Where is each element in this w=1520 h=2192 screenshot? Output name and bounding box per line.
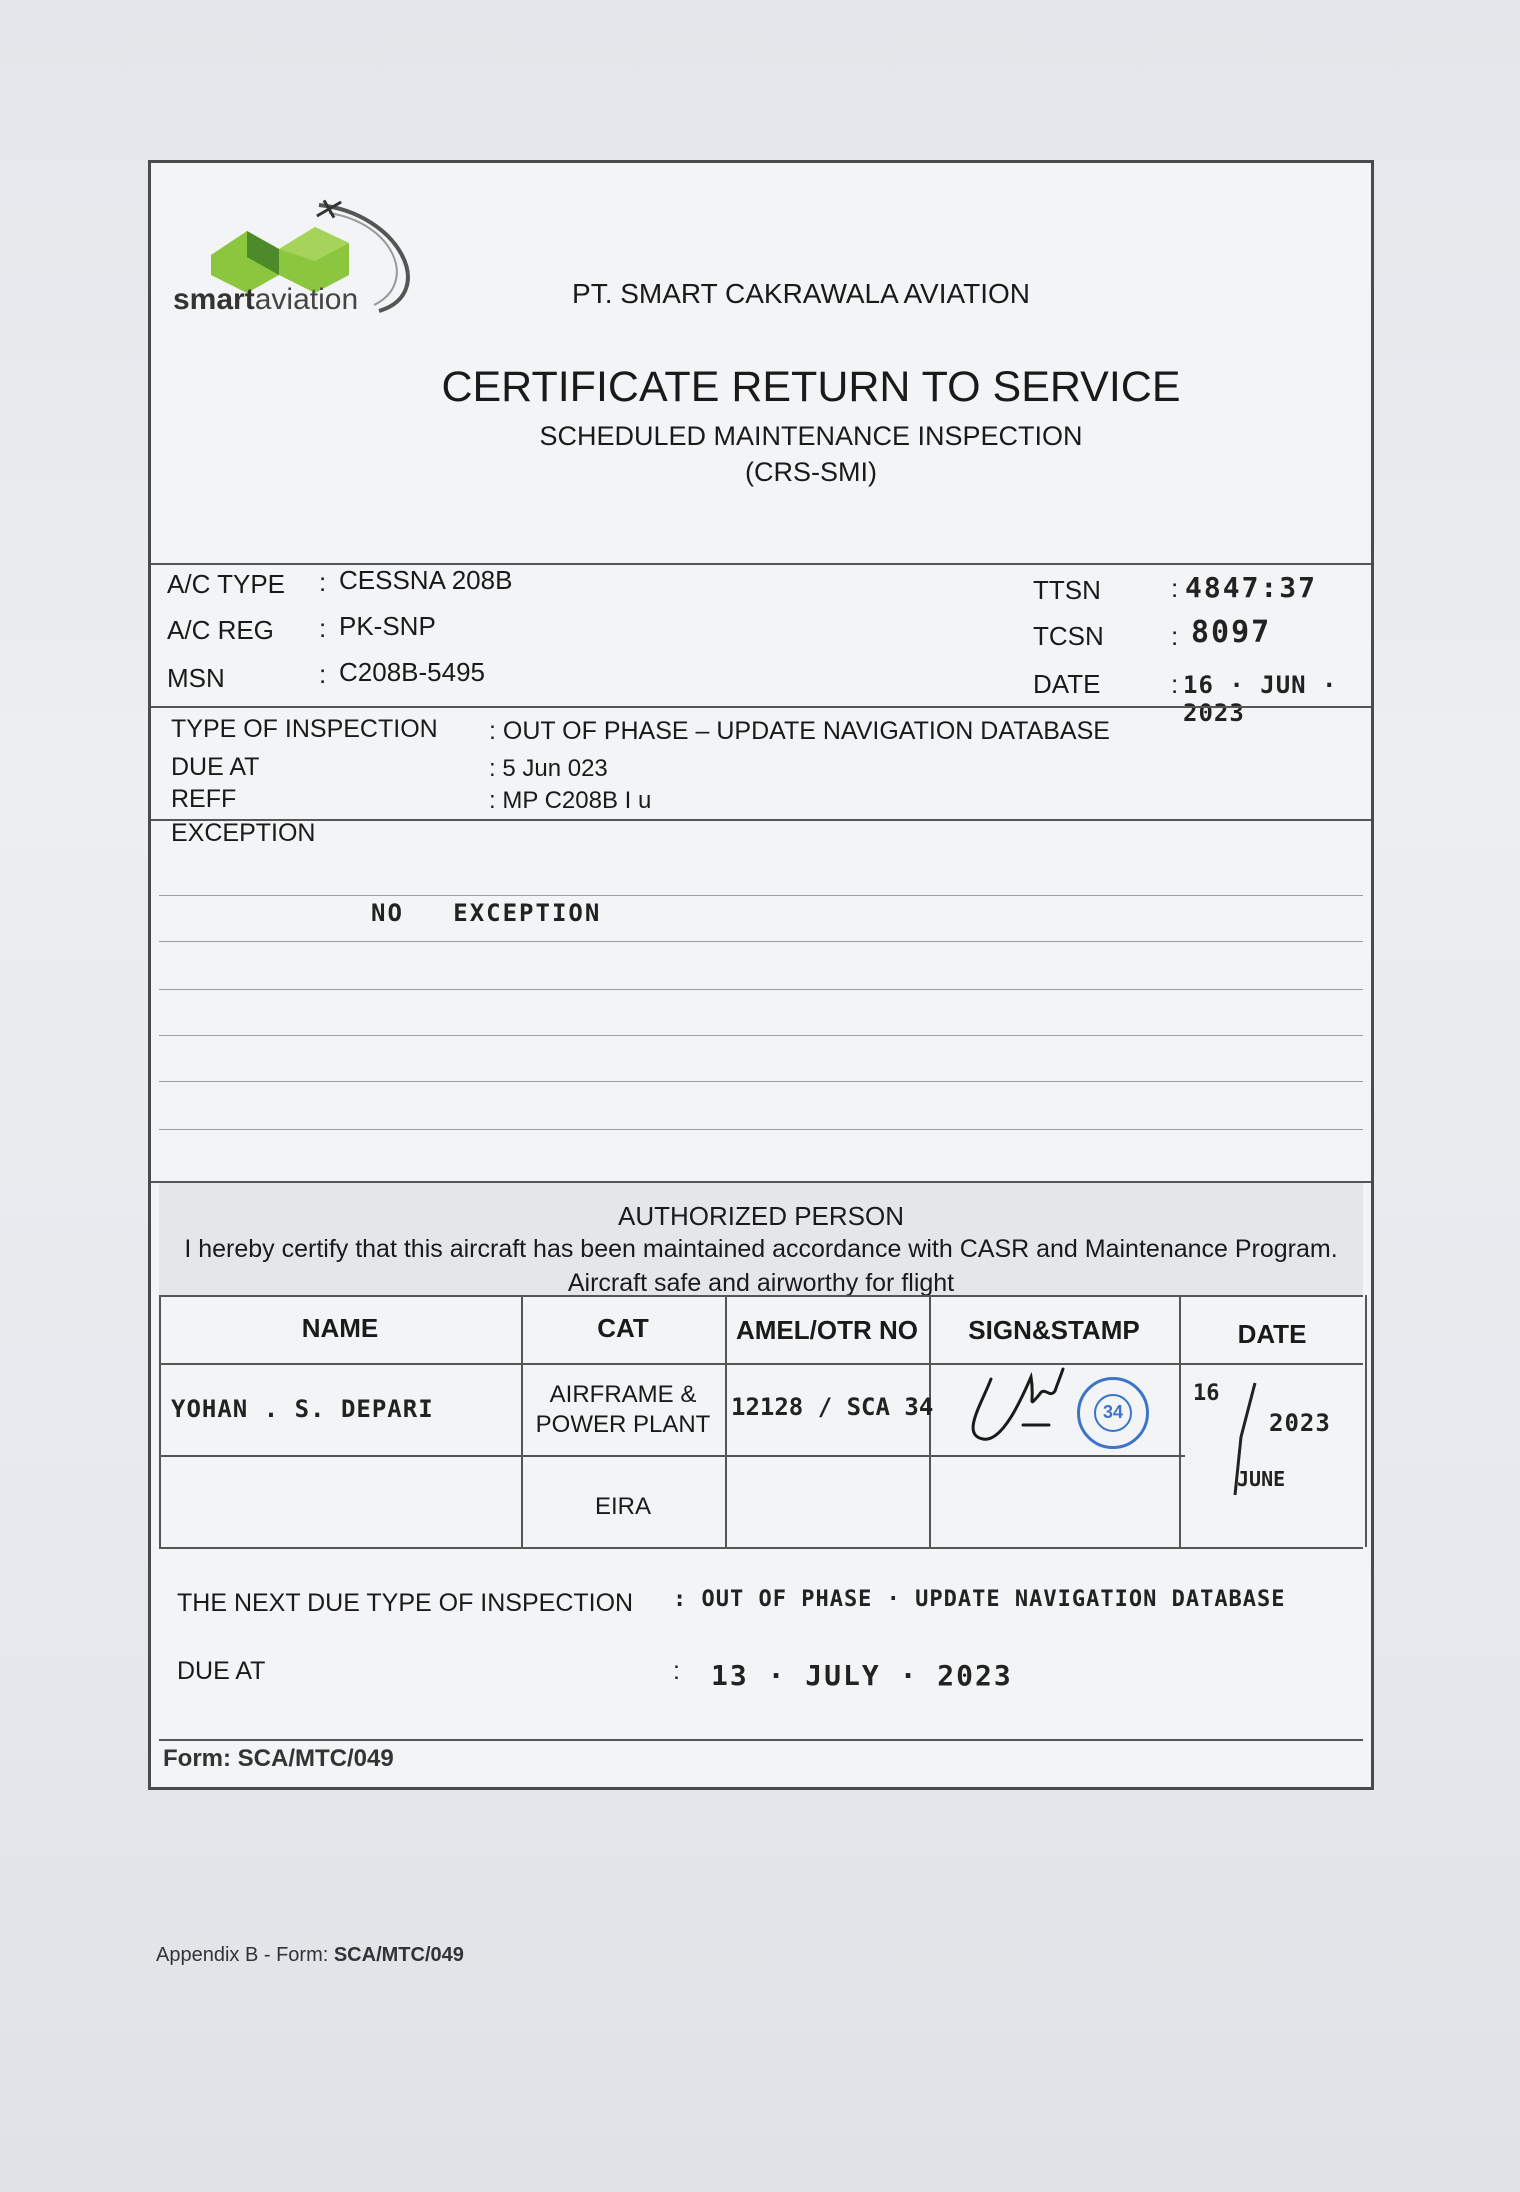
date-value: 16 · JUN · 2023 xyxy=(1183,671,1338,727)
stamp-number: 34 xyxy=(1102,1402,1124,1422)
crs-form xyxy=(148,160,1374,1790)
next-due-at-value: 13 · JULY · 2023 xyxy=(711,1659,1013,1692)
signature-stamp-cell xyxy=(931,1365,1179,1455)
reff-label: REFF xyxy=(171,785,237,813)
ac-reg-label: A/C REG xyxy=(167,615,274,645)
amel-number: 12128 / SCA 34 xyxy=(731,1393,934,1421)
cat-powerplant: POWER PLANT xyxy=(535,1411,711,1438)
next-due-type-value: : OUT OF PHASE · UPDATE NAVIGATION DATABASE xyxy=(673,1587,1286,1612)
appendix-footer xyxy=(156,1944,464,1967)
ac-type-label: A/C TYPE xyxy=(167,569,286,599)
tcsn-label: TCSN xyxy=(1033,621,1104,651)
sign-date-month: JUNE xyxy=(1237,1467,1286,1491)
due-at-value: : 5 Jun 023 xyxy=(489,755,608,782)
due-at-label: DUE AT xyxy=(171,753,260,781)
ttsn-colon: : xyxy=(1171,573,1179,603)
col-header-date: DATE xyxy=(1237,1319,1307,1349)
sign-date-day: 16 xyxy=(1193,1381,1220,1406)
msn-value: C208B-5495 xyxy=(339,657,485,687)
ac-type-value: CESSNA 208B xyxy=(339,565,513,595)
next-due-at-label: DUE AT xyxy=(177,1657,266,1685)
msn-label: MSN xyxy=(167,663,225,693)
official-stamp xyxy=(1077,1377,1149,1449)
company-name: PT. SMART CAKRAWALA AVIATION xyxy=(572,278,1030,309)
inspection-type-value: : OUT OF PHASE – UPDATE NAVIGATION DATABASE xyxy=(489,717,1110,745)
ac-type-colon: : xyxy=(319,567,327,597)
appendix-prefix: Appendix B - Form: xyxy=(156,1944,334,1966)
next-due-type-label: THE NEXT DUE TYPE OF INSPECTION xyxy=(177,1589,634,1617)
authorized-statement: I hereby certify that this aircraft has been maintained accordance with CASR and Maintenance Program. xyxy=(184,1235,1338,1263)
tcsn-colon: : xyxy=(1171,621,1179,651)
certificate-title: CERTIFICATE RETURN TO SERVICE xyxy=(441,363,1181,411)
ttsn-value: 4847:37 xyxy=(1185,571,1318,604)
certificate-code: (CRS-SMI) xyxy=(745,457,877,487)
ac-reg-colon: : xyxy=(319,613,327,643)
col-header-cat: CAT xyxy=(597,1313,649,1343)
exception-label: EXCEPTION xyxy=(171,819,316,847)
ttsn-label: TTSN xyxy=(1033,575,1101,605)
ac-reg-value: PK-SNP xyxy=(339,611,436,641)
col-header-sign: SIGN&STAMP xyxy=(968,1315,1140,1345)
next-due-at-colon: : xyxy=(673,1657,680,1685)
col-header-name: NAME xyxy=(301,1313,379,1343)
msn-colon: : xyxy=(319,659,327,689)
logo-wordmark: smartaviation xyxy=(173,283,359,316)
cat-eira: EIRA xyxy=(594,1493,651,1520)
inspection-type-label: TYPE OF INSPECTION xyxy=(171,715,438,743)
authorized-heading: AUTHORIZED PERSON xyxy=(617,1201,905,1231)
tcsn-value: 8097 xyxy=(1191,615,1272,650)
form-code: Form: SCA/MTC/049 xyxy=(163,1745,394,1772)
date-colon: : xyxy=(1171,669,1179,699)
exception-text: NO EXCEPTION xyxy=(371,899,602,927)
date-label: DATE xyxy=(1033,669,1101,699)
cat-airframe: AIRFRAME & xyxy=(549,1381,697,1408)
reff-value: : MP C208B I u xyxy=(489,787,652,814)
authorized-statement-2: Aircraft safe and airworthy for flight xyxy=(567,1269,955,1297)
sign-date-year: 2023 xyxy=(1269,1409,1331,1437)
certificate-subtitle: SCHEDULED MAINTENANCE INSPECTION xyxy=(539,421,1083,451)
person-name: YOHAN . S. DEPARI xyxy=(171,1395,434,1423)
company-logo xyxy=(169,183,429,316)
appendix-code: SCA/MTC/049 xyxy=(333,1944,464,1966)
col-header-amel: AMEL/OTR NO xyxy=(736,1315,918,1345)
authorized-section xyxy=(159,1183,1363,1295)
